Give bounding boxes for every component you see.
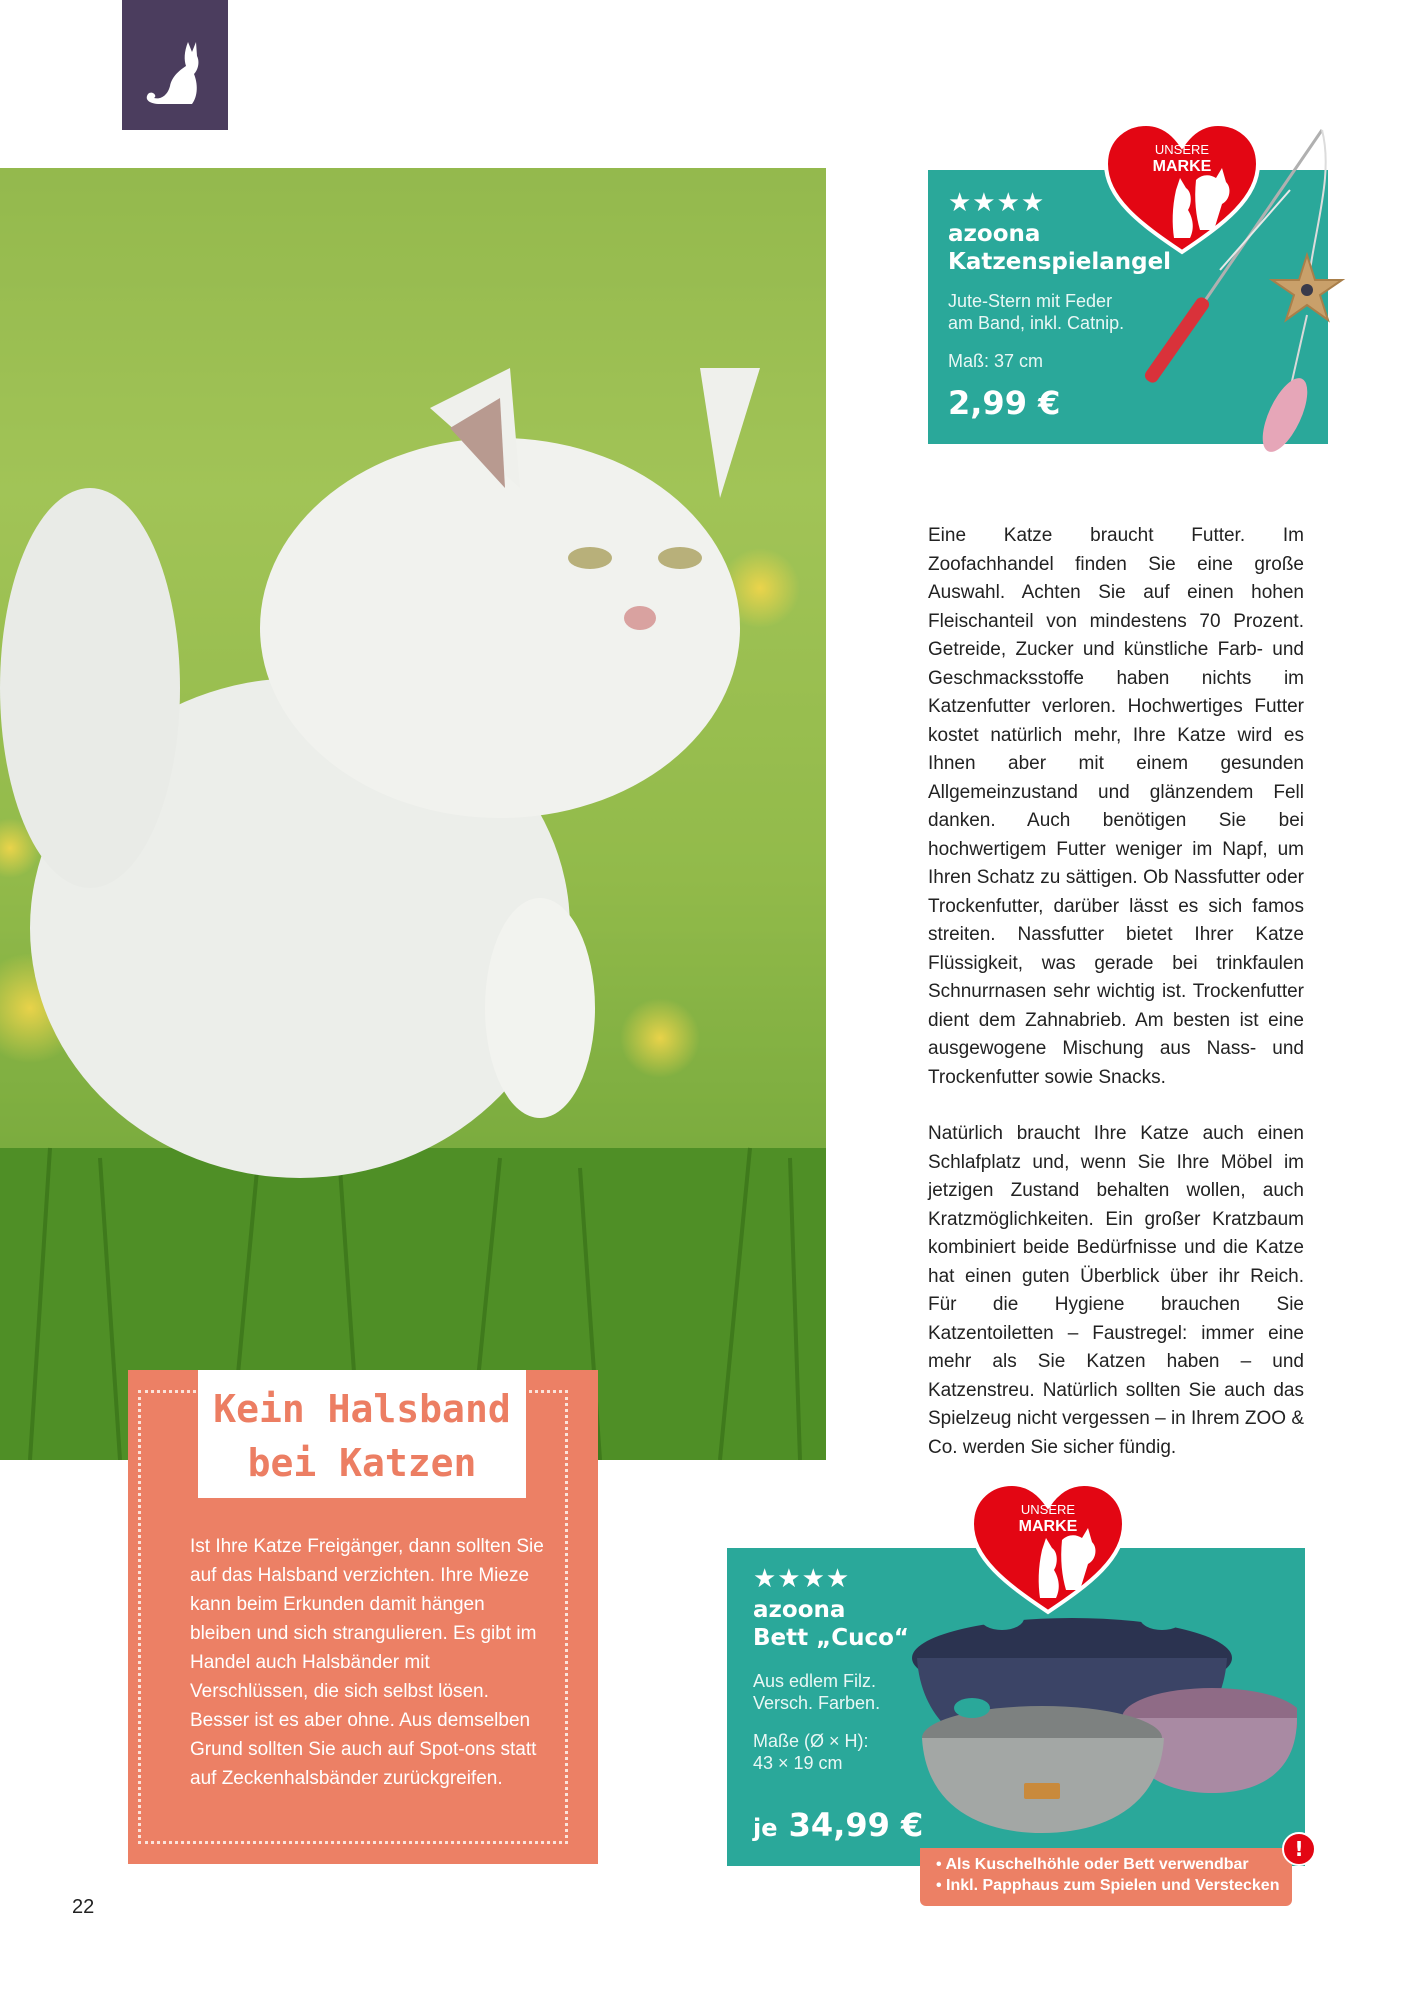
brand-badge-2	[966, 1480, 1130, 1620]
alert-icon: !	[1282, 1832, 1316, 1866]
product-price	[753, 1806, 923, 1844]
product-brand: azoona	[948, 221, 1041, 247]
cat-photo	[0, 168, 826, 1460]
product-title: Katzenspielangel	[948, 249, 1172, 275]
article-paragraph-1: Eine Katze braucht Futter. Im Zoofachhandel finden Sie eine große Auswahl. Achten Sie auf einen hohen Fleischanteil von mindestens 70 Prozent. Getreide, Zucker und künstliche Farb- und Geschmacksstoffe haben nichts im Katzenfutter verloren. Hochwertiges Futter kostet natürlich mehr, Ihre Katze wird es Ihnen aber mit einem gesunden Allgemeinzustand und glänzendem Fell danken. Auch benötigen Sie bei hochwertigem Futter weniger im Napf, um Ihren Schatz zu sättigen. Ob Nassfutter oder Trockenfutter, darüber lässt es sich famos streiten. Nassfutter bietet Ihrer Katze Flüssigkeit, was gerade bei trinkfaulen Schnurrnasen sehr wichtig ist. Trockenfutter dient dem Zahnabrieb. Am besten ist eine ausgewogene Mischung aus Nass- und Trockenfutter sowie Snacks.	[928, 525, 1304, 1088]
product-size-line1: Maße (Ø × H):	[753, 1731, 869, 1751]
rating-stars: ★★★★	[753, 1564, 851, 1594]
info-box-heading	[198, 1382, 526, 1490]
heading-box	[198, 1370, 526, 1498]
badge-bottom: MARKE	[1018, 1518, 1078, 1535]
product-desc-line1: Jute-Stern mit Feder	[948, 291, 1113, 311]
info-box-collar	[128, 1370, 598, 1864]
heading-line-2: bei Katzen	[247, 1441, 477, 1485]
product-size-line2: 43 × 19 cm	[753, 1753, 843, 1773]
badge-top: UNSERE	[1154, 142, 1210, 157]
feature-item-1: • Als Kuschelhöhle oder Bett verwendbar	[936, 1856, 1249, 1873]
section-tab	[122, 0, 228, 130]
feature-bar	[920, 1848, 1292, 1906]
article-body	[928, 522, 1304, 1490]
product-title: Bett „Cuco“	[753, 1625, 910, 1651]
feature-item-2: • Inkl. Papphaus zum Spielen und Verstecken	[936, 1877, 1280, 1894]
article-paragraph-2: Natürlich braucht Ihre Katze auch einen Schlafplatz und, wenn Sie Ihre Möbel im jetzigen Zustand behalten wollen, auch Kratzmöglichkeiten. Ein großer Kratzbaum kombiniert beide Bedürfnisse und die Katze hat einen guten Überblick über ihr Reich. Für die Hygiene brauchen Sie Katzentoiletten – Faustregel: immer eine mehr als Sie Katzen haben – und Katzenstreu. Natürlich sollten Sie auch das Spielzeug nicht vergessen – in Ihrem ZOO & Co. werden Sie sicher fündig.	[928, 1123, 1304, 1458]
cat-icon	[140, 40, 210, 108]
product-size: Maß: 37 cm	[948, 351, 1044, 371]
price-value: 34,99 €	[788, 1806, 924, 1844]
rating-stars: ★★★★	[948, 188, 1046, 218]
product-brand: azoona	[753, 1597, 846, 1623]
brand-badge-1	[1100, 120, 1264, 260]
product-desc-line1: Aus edlem Filz.	[753, 1671, 877, 1691]
product-desc-line2: Versch. Farben.	[753, 1693, 881, 1713]
badge-top: UNSERE	[1020, 1502, 1076, 1517]
heart-icon	[1100, 120, 1264, 260]
product-desc-line2: am Band, inkl. Catnip.	[948, 313, 1125, 333]
info-box-text: Ist Ihre Katze Freigänger, dann sollten Sie auf das Halsband verzichten. Ihre Mieze kann beim Erkunden damit hängen bleiben und sich strangulieren. Es gibt im Handel auch Halsbänder mit Verschlüssen, die sich selbst lösen. Besser ist es aber ohne. Aus demselben Grund sollten Sie auch auf Spot-ons statt auf Zeckenhalsbänder zurückgreifen.	[190, 1536, 544, 1789]
page-number: 22	[72, 1896, 95, 1918]
price-prefix: je	[753, 1814, 778, 1842]
heart-icon	[966, 1480, 1130, 1620]
product-price: 2,99 €	[948, 384, 1061, 422]
cat-beds-image	[912, 1588, 1297, 1838]
heading-line-1: Kein Halsband	[213, 1387, 511, 1431]
badge-bottom: MARKE	[1152, 158, 1212, 175]
